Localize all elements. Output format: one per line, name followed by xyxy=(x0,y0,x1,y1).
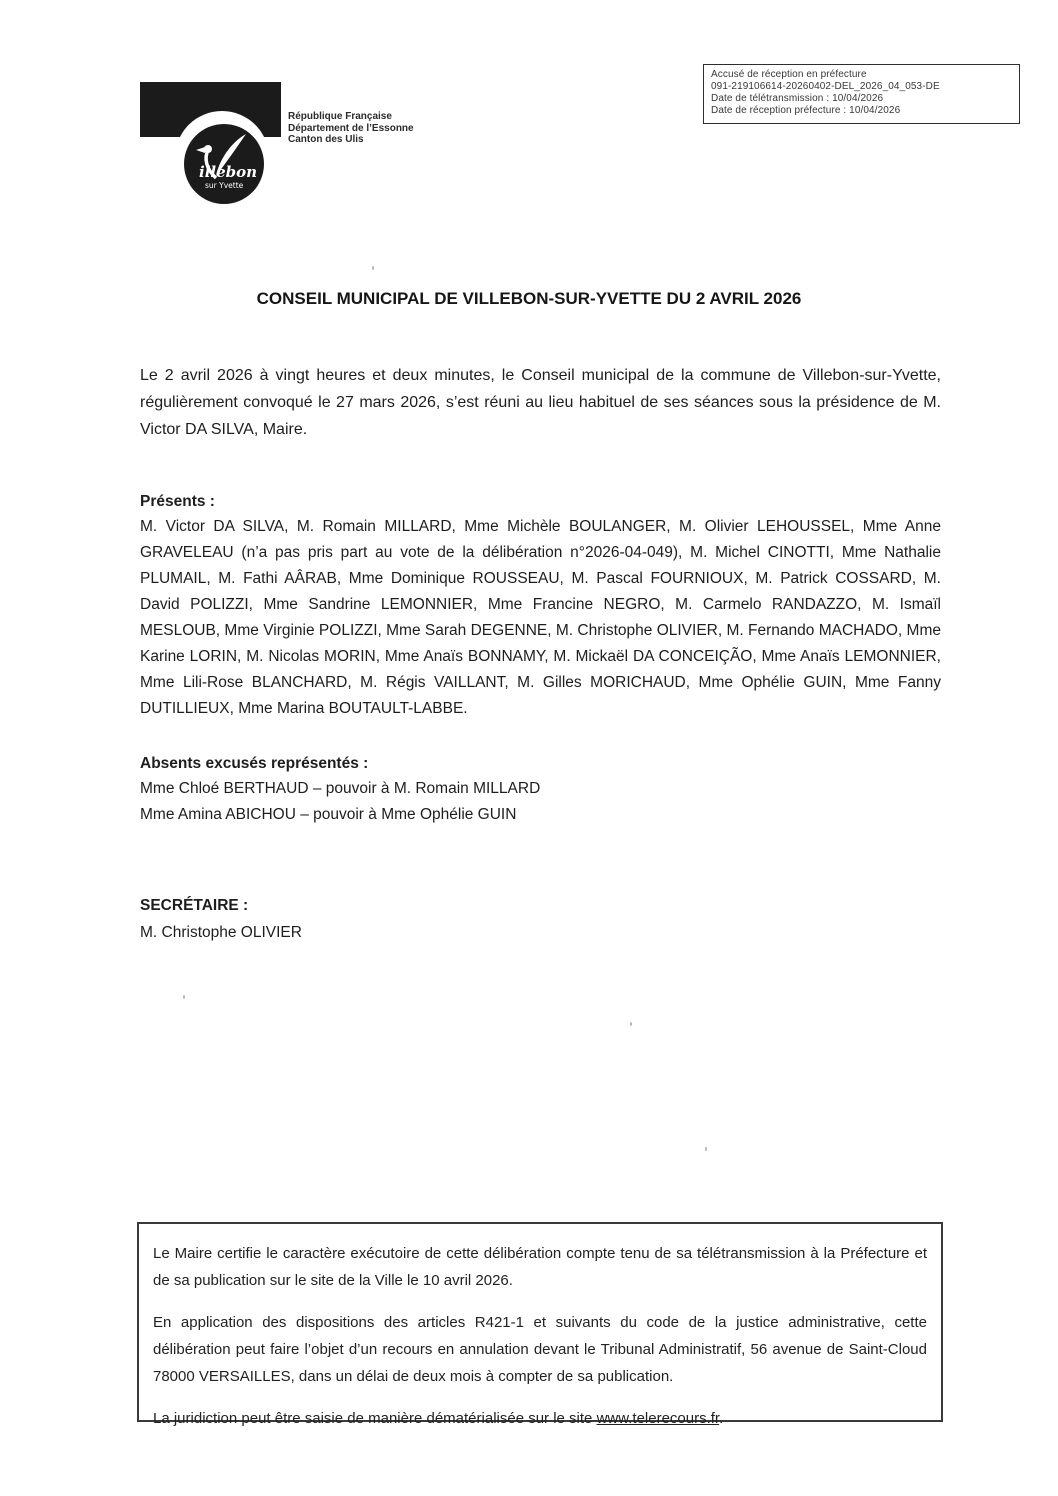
page-title: CONSEIL MUNICIPAL DE VILLEBON-SUR-YVETTE DU 2 AVRIL 2026 xyxy=(256,289,802,308)
secretaire-name: M. Christophe OLIVIER xyxy=(140,924,302,941)
juridiction-prefix: La juridiction peut être saisie de manière dématérialisée sur le site xyxy=(153,1410,597,1427)
region-header xyxy=(288,111,414,146)
logo-script-text: illebon xyxy=(199,163,258,181)
scan-artifact xyxy=(630,1022,632,1026)
region-line-departement: Département de l’Essonne xyxy=(288,122,414,134)
prefecture-receipt-box xyxy=(703,64,1020,124)
certify-paragraph: Le Maire certifie le caractère exécutoire de cette délibération compte tenu de sa télétransmission à la Préfecture et de sa publication sur le site de la Ville le 10 avril 2026. xyxy=(153,1245,927,1289)
region-line-canton: Canton des Ulis xyxy=(288,134,364,145)
receipt-line-4: Date de réception préfecture : 10/04/2026 xyxy=(711,105,901,116)
receipt-line-3: Date de télétransmission : 10/04/2026 xyxy=(711,93,884,104)
receipt-line-1: Accusé de réception en préfecture xyxy=(711,69,867,80)
executory-notice-box xyxy=(137,1222,943,1427)
scan-artifact xyxy=(705,1147,707,1151)
telerecours-link[interactable]: www.telerecours.fr xyxy=(596,1410,720,1427)
scan-artifact xyxy=(372,266,374,270)
region-line-republique: République Française xyxy=(288,111,392,122)
absents-lines xyxy=(140,776,941,828)
logo-sub-text: sur Yvette xyxy=(205,181,244,190)
absent-line-abichou: Mme Amina ABICHOU – pouvoir à Mme Ophélie GUIN xyxy=(140,806,517,823)
absents-heading: Absents excusés représentés : xyxy=(140,755,369,772)
absent-line-berthaud: Mme Chloé BERTHAUD – pouvoir à M. Romain MILLARD xyxy=(140,780,541,797)
villebon-logo xyxy=(184,124,264,204)
secretaire-heading: SECRÉTAIRE : xyxy=(140,897,249,914)
presents-list: M. Victor DA SILVA, M. Romain MILLARD, Mme Michèle BOULANGER, M. Olivier LEHOUSSEL, Mme Anne GRAVELEAU (n’a pas pris part au vote de la délibération n°2026-04-049), M. Michel CINOTTI, Mme Nathalie PLUMAIL, M. Fathi AÂRAB, Mme Dominique ROUSSEAU, M. Pascal FOURNIOUX, M. Patrick COSSARD, M. David POLIZZI, Mme Sandrine LEMONNIER, Mme Francine NEGRO, M. Carmelo RANDAZZO, M. Ismaïl MESLOUB, Mme Virginie POLIZZI, Mme Sarah DEGENNE, M. Christophe OLIVIER, M. Fernando MACHADO, Mme Karine LORIN, M. Nicolas MORIN, Mme Anaïs BONNAMY, M. Mickaël DA CONCEIÇÃO, Mme Anaïs LEMONNIER, Mme Lili-Rose BLANCHARD, M. Régis VAILLANT, M. Gilles MORICHAUD, Mme Ophélie GUIN, Mme Fanny DUTILLIEUX, Mme Marina BOUTAULT-LABBE. xyxy=(140,518,941,717)
intro-paragraph: Le 2 avril 2026 à vingt heures et deux minutes, le Conseil municipal de la commune de Villebon-sur-Yvette, régulièrement convoqué le 27 mars 2026, s’est réuni au lieu habituel de ses séances sous la présidence de M. Victor DA SILVA, Maire. xyxy=(140,367,941,438)
presents-heading: Présents : xyxy=(140,493,215,510)
recours-paragraph: En application des dispositions des articles R421-1 et suivants du code de la justice administrative, cette délibération peut faire l’objet d’un recours en annulation devant le Tribunal Administratif, 56 avenue de Saint-Cloud 78000 VERSAILLES, dans un délai de deux mois à compter de sa publication. xyxy=(153,1314,927,1385)
juridiction-line xyxy=(153,1405,927,1432)
receipt-line-2: 091-219106614-20260402-DEL_2026_04_053-DE xyxy=(711,81,940,92)
scan-artifact xyxy=(183,995,185,999)
juridiction-suffix: . xyxy=(719,1410,724,1427)
swan-icon xyxy=(184,124,264,204)
